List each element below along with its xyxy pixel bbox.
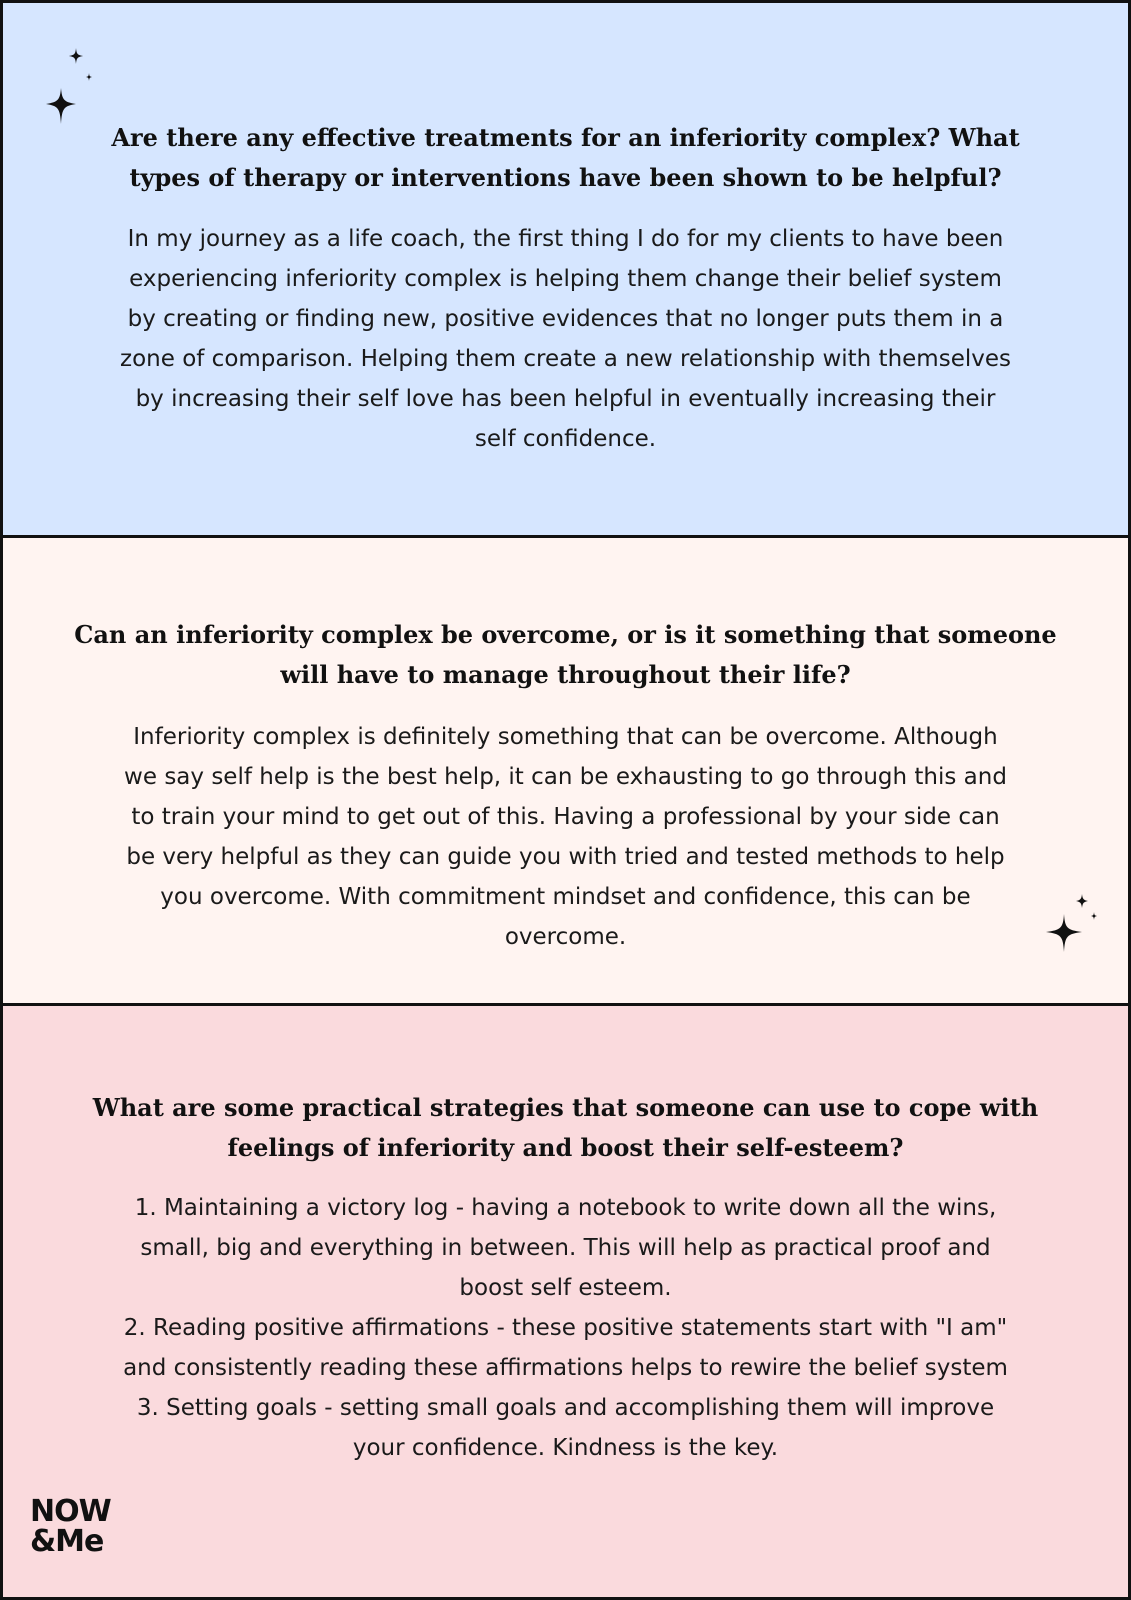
- answer-line: experiencing inferiority complex is helping them change their belief system: [129, 266, 1002, 292]
- answer-line: to train your mind to get out of this. Having a professional by your side can: [131, 804, 1000, 830]
- question-line: Are there any effective treatments for an inferiority complex? What: [111, 123, 1020, 152]
- answer-text: [43, 1188, 1088, 1468]
- now-and-me-logo: [30, 1494, 111, 1559]
- answer-line: by increasing their self love has been helpful in eventually increasing their: [135, 386, 996, 412]
- question-line: Can an inferiority complex be overcome, or is it something that someone: [74, 620, 1057, 649]
- answer-line: your confidence. Kindness is the key.: [352, 1435, 779, 1461]
- question-line: types of therapy or interventions have been shown to be helpful?: [129, 163, 1002, 192]
- answer-line: zone of comparison. Helping them create a new relationship with themselves: [120, 346, 1011, 372]
- faq-section-treatments: [0, 0, 1131, 538]
- answer-text: [43, 219, 1088, 459]
- question-heading: [43, 615, 1088, 695]
- question-line: will have to manage throughout their life?: [280, 660, 851, 689]
- question-heading: [43, 1088, 1088, 1168]
- answer-line: 1. Maintaining a victory log - having a notebook to write down all the wins,: [134, 1195, 997, 1221]
- answer-line: self confidence.: [474, 426, 657, 452]
- answer-line: overcome.: [504, 924, 627, 950]
- answer-line: we say self help is the best help, it can be exhausting to go through this and: [124, 764, 1007, 790]
- answer-line: small, big and everything in between. This will help as practical proof and: [140, 1235, 991, 1261]
- question-line: What are some practical strategies that someone can use to cope with: [92, 1093, 1039, 1122]
- question-heading: [43, 118, 1088, 198]
- logo-line: NOW: [30, 1494, 111, 1529]
- faq-section-strategies: [0, 1003, 1131, 1600]
- answer-line: Inferiority complex is definitely something that can be overcome. Although: [133, 724, 998, 750]
- answer-text: [43, 717, 1088, 957]
- faq-section-overcome: [0, 535, 1131, 1006]
- answer-line: boost self esteem.: [459, 1275, 672, 1301]
- answer-line: you overcome. With commitment mindset and confidence, this can be: [160, 884, 971, 910]
- question-line: feelings of inferiority and boost their self-esteem?: [227, 1133, 904, 1162]
- answer-line: 2. Reading positive affirmations - these positive statements start with "I am": [123, 1315, 1008, 1341]
- sparkle-icon: [31, 48, 101, 128]
- logo-line: &Me: [30, 1524, 104, 1559]
- answer-line: and consistently reading these affirmations helps to rewire the belief system: [123, 1355, 1008, 1381]
- answer-line: by creating or finding new, positive evidences that no longer puts them in a: [127, 306, 1004, 332]
- answer-line: 3. Setting goals - setting small goals and accomplishing them will improve: [136, 1395, 995, 1421]
- answer-line: be very helpful as they can guide you with tried and tested methods to help: [126, 844, 1005, 870]
- answer-line: In my journey as a life coach, the first thing I do for my clients to have been: [127, 226, 1004, 252]
- sparkle-icon: [1034, 894, 1104, 974]
